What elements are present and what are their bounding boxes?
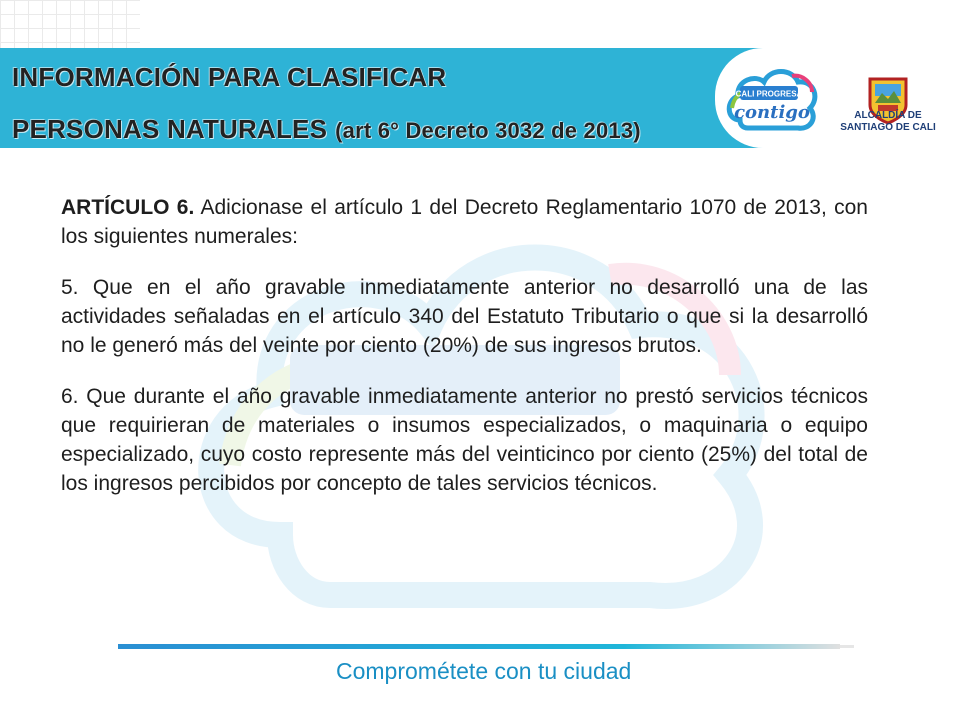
paragraph-numeral-6: 6. Que durante el año gravable inmediatamente anterior no prestó servicios técnicos que requirieran de materiales o insumos especializados, o maquinaria o equipo especializado, cuyo costo represente más del veinticinco por ciento (25%) del total de los ingresos percibidos por concepto de tales servicios técnicos. — [61, 385, 868, 495]
corner-grid-decoration — [0, 0, 140, 55]
cali-logo-text-top: CALI PROGRESA — [735, 89, 803, 99]
alcaldia-line-1: ALCALDÍA DE — [854, 110, 922, 121]
article-body — [61, 193, 868, 520]
footer-divider — [118, 644, 840, 649]
article-intro-text: Adicionase el artículo 1 del Decreto Reglamentario 1070 de 2013, con los siguientes numerales: — [61, 196, 868, 248]
article-heading: ARTÍCULO 6. — [61, 196, 195, 219]
paragraph-numeral-5: 5. Que en el año gravable inmediatamente anterior no desarrolló una de las actividades señaladas en el artículo 340 del Estatuto Tributario o que si la desarrolló no le generó más del veinte por ciento (20%) de sus ingresos brutos. — [61, 276, 868, 357]
alcaldia-line-2: SANTIAGO DE CALI — [840, 122, 936, 133]
paragraph-article-intro — [61, 193, 868, 251]
title-suffix: (art 6° Decreto 3032 de 2013) — [335, 118, 641, 143]
title-line-1: INFORMACIÓN PARA CLASIFICAR — [12, 62, 447, 92]
alcaldia-name — [830, 110, 946, 134]
footer-divider-tail — [840, 645, 854, 648]
shield-sky — [875, 84, 901, 96]
cali-progresa-logo — [722, 58, 822, 140]
cali-logo-text-bottom: contigo — [734, 102, 810, 123]
footer-tagline: Comprométete con tu ciudad — [336, 658, 632, 684]
title-line-2 — [12, 114, 641, 145]
title-main: PERSONAS NATURALES — [12, 114, 328, 144]
